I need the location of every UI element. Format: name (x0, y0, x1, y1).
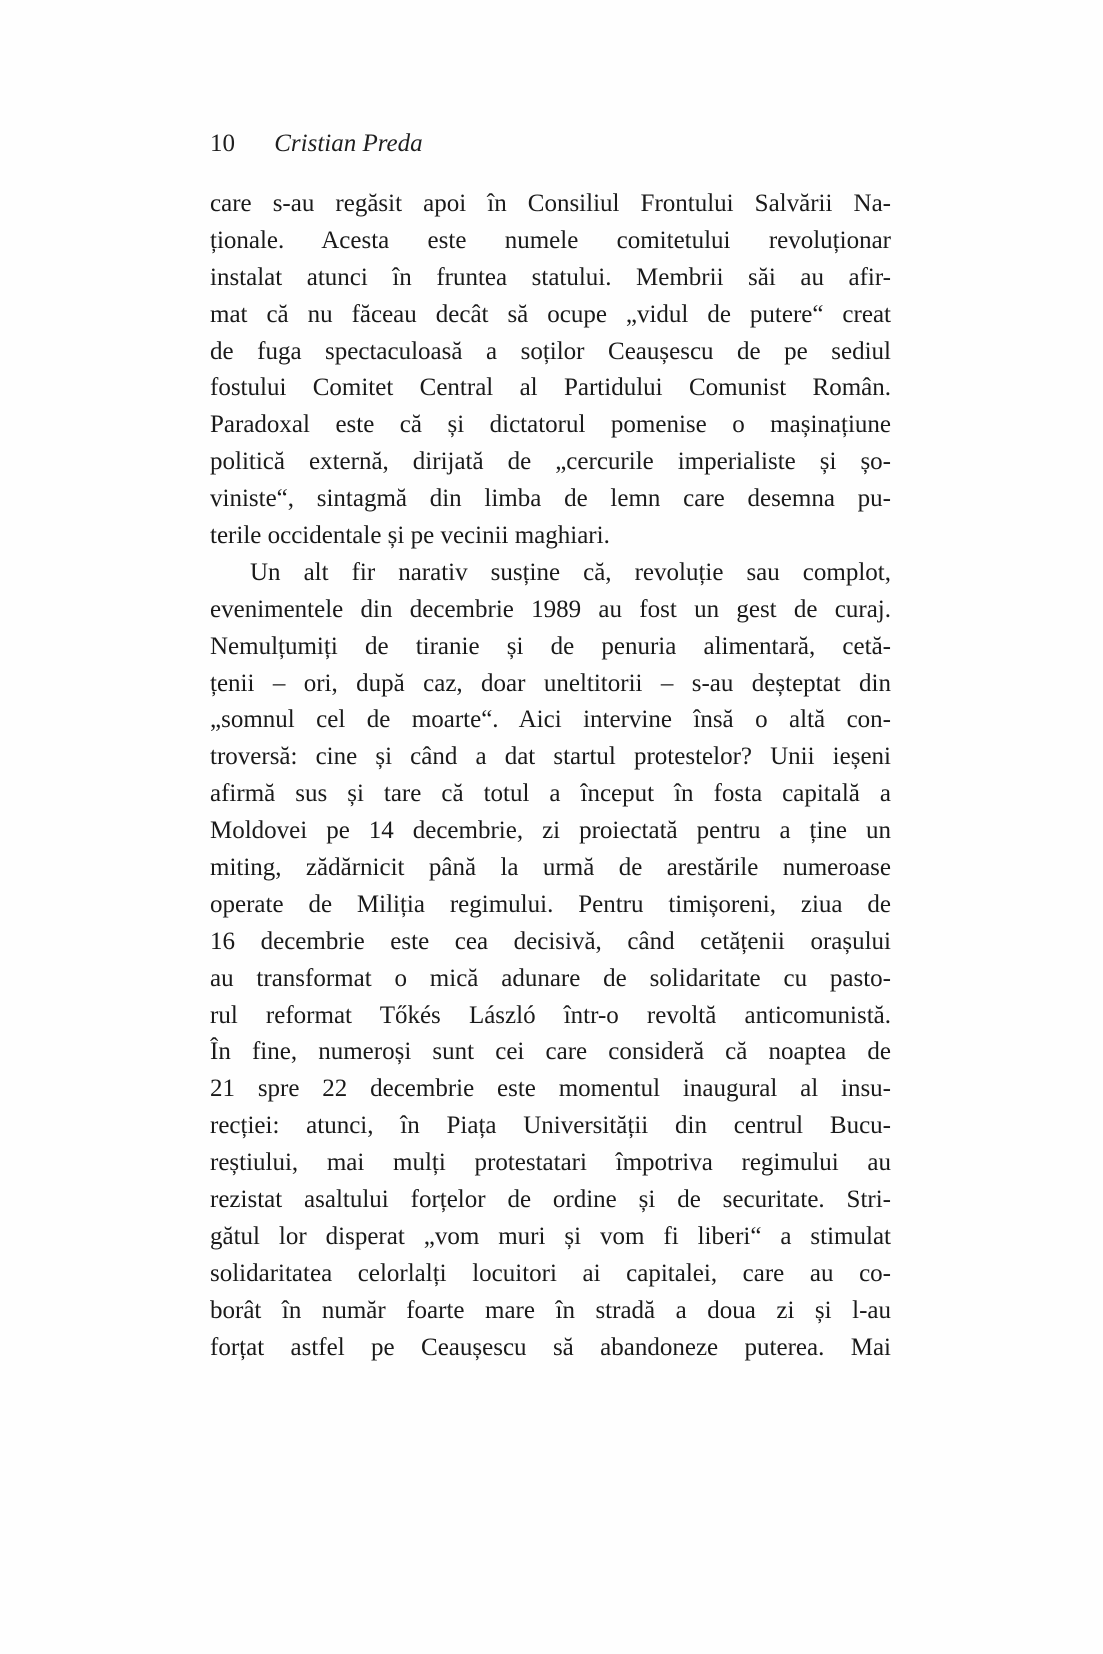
text-line: care s-au regăsit apoi în Consiliul Frontului Salvării Na- (210, 190, 891, 217)
text-line: „somnul cel de moarte“. Aici intervine însă o altă con- (210, 706, 891, 734)
running-header (210, 128, 891, 159)
body-text (210, 186, 891, 1367)
text-line: ționale. Acesta este numele comitetului revoluționar (210, 226, 891, 254)
text-line: recției: atunci, în Piața Universității din centrul Bucu- (210, 1112, 891, 1140)
text-line: rezistat asaltului forțelor de ordine și de securitate. Stri- (210, 1186, 891, 1214)
text-line: rul reformat Tőkés László într-o revoltă anticomunistă. (210, 1001, 891, 1029)
text-line: Moldovei pe 14 decembrie, zi proiectată pentru a ține un (210, 817, 891, 845)
text-line: troversă: cine și când a dat startul protestelor? Unii ieșeni (210, 743, 891, 771)
text-line: de fuga spectaculoasă a soților Ceaușescu de pe sediul (210, 337, 891, 365)
text-line: au transformat o mică adunare de solidaritate cu pasto- (210, 964, 891, 992)
text-line: mat că nu făceau decât să ocupe „vidul de putere“ creat (210, 300, 891, 328)
text-line: solidaritatea celorlalți locuitori ai capitalei, care au co- (210, 1259, 891, 1287)
text-line: fostului Comitet Central al Partidului Comunist Român. (210, 374, 891, 402)
text-line: forțat astfel pe Ceaușescu să abandoneze puterea. Mai (210, 1333, 891, 1361)
text-line: În fine, numeroși sunt cei care consideră că noaptea de (210, 1038, 891, 1066)
page-number: 10 (210, 130, 235, 157)
text-line: evenimentele din decembrie 1989 au fost un gest de curaj. (210, 595, 891, 623)
text-line: Un alt fir narativ susține că, revoluție sau complot, (250, 558, 891, 586)
running-header-author: Cristian Preda (274, 130, 423, 157)
text-line: Nemulțumiți de tiranie și de penuria alimentară, cetă- (210, 632, 891, 660)
text-line: gătul lor disperat „vom muri și vom fi liberi“ a stimulat (210, 1222, 891, 1250)
text-line: afirmă sus și tare că totul a început în fosta capitală a (210, 780, 891, 808)
text-line: țenii – ori, după caz, doar uneltitorii – s-au deșteptat din (210, 669, 891, 697)
text-line: viniste“, sintagmă din limba de lemn care desemna pu- (210, 485, 891, 513)
text-line: politică externă, dirijată de „cercurile imperialiste și șo- (210, 448, 891, 476)
text-line: operate de Miliția regimului. Pentru timișoreni, ziua de (210, 890, 891, 918)
text-line: terile occidentale și pe vecinii maghiari. (210, 522, 610, 550)
text-line: 21 spre 22 decembrie este momentul inaugural al insu- (210, 1075, 891, 1103)
page-content (210, 128, 891, 1367)
text-line: miting, zădărnicit până la urmă de arestările numeroase (210, 854, 891, 882)
text-line: Paradoxal este că și dictatorul pomenise o mașinațiune (210, 411, 891, 439)
text-line: reștiului, mai mulți protestatari împotriva regimului au (210, 1149, 891, 1177)
text-line: borât în număr foarte mare în stradă a doua zi și l-au (210, 1296, 891, 1324)
text-line: 16 decembrie este cea decisivă, când cetățenii orașului (210, 927, 891, 955)
text-line: instalat atunci în fruntea statului. Membrii săi au afir- (210, 263, 891, 291)
